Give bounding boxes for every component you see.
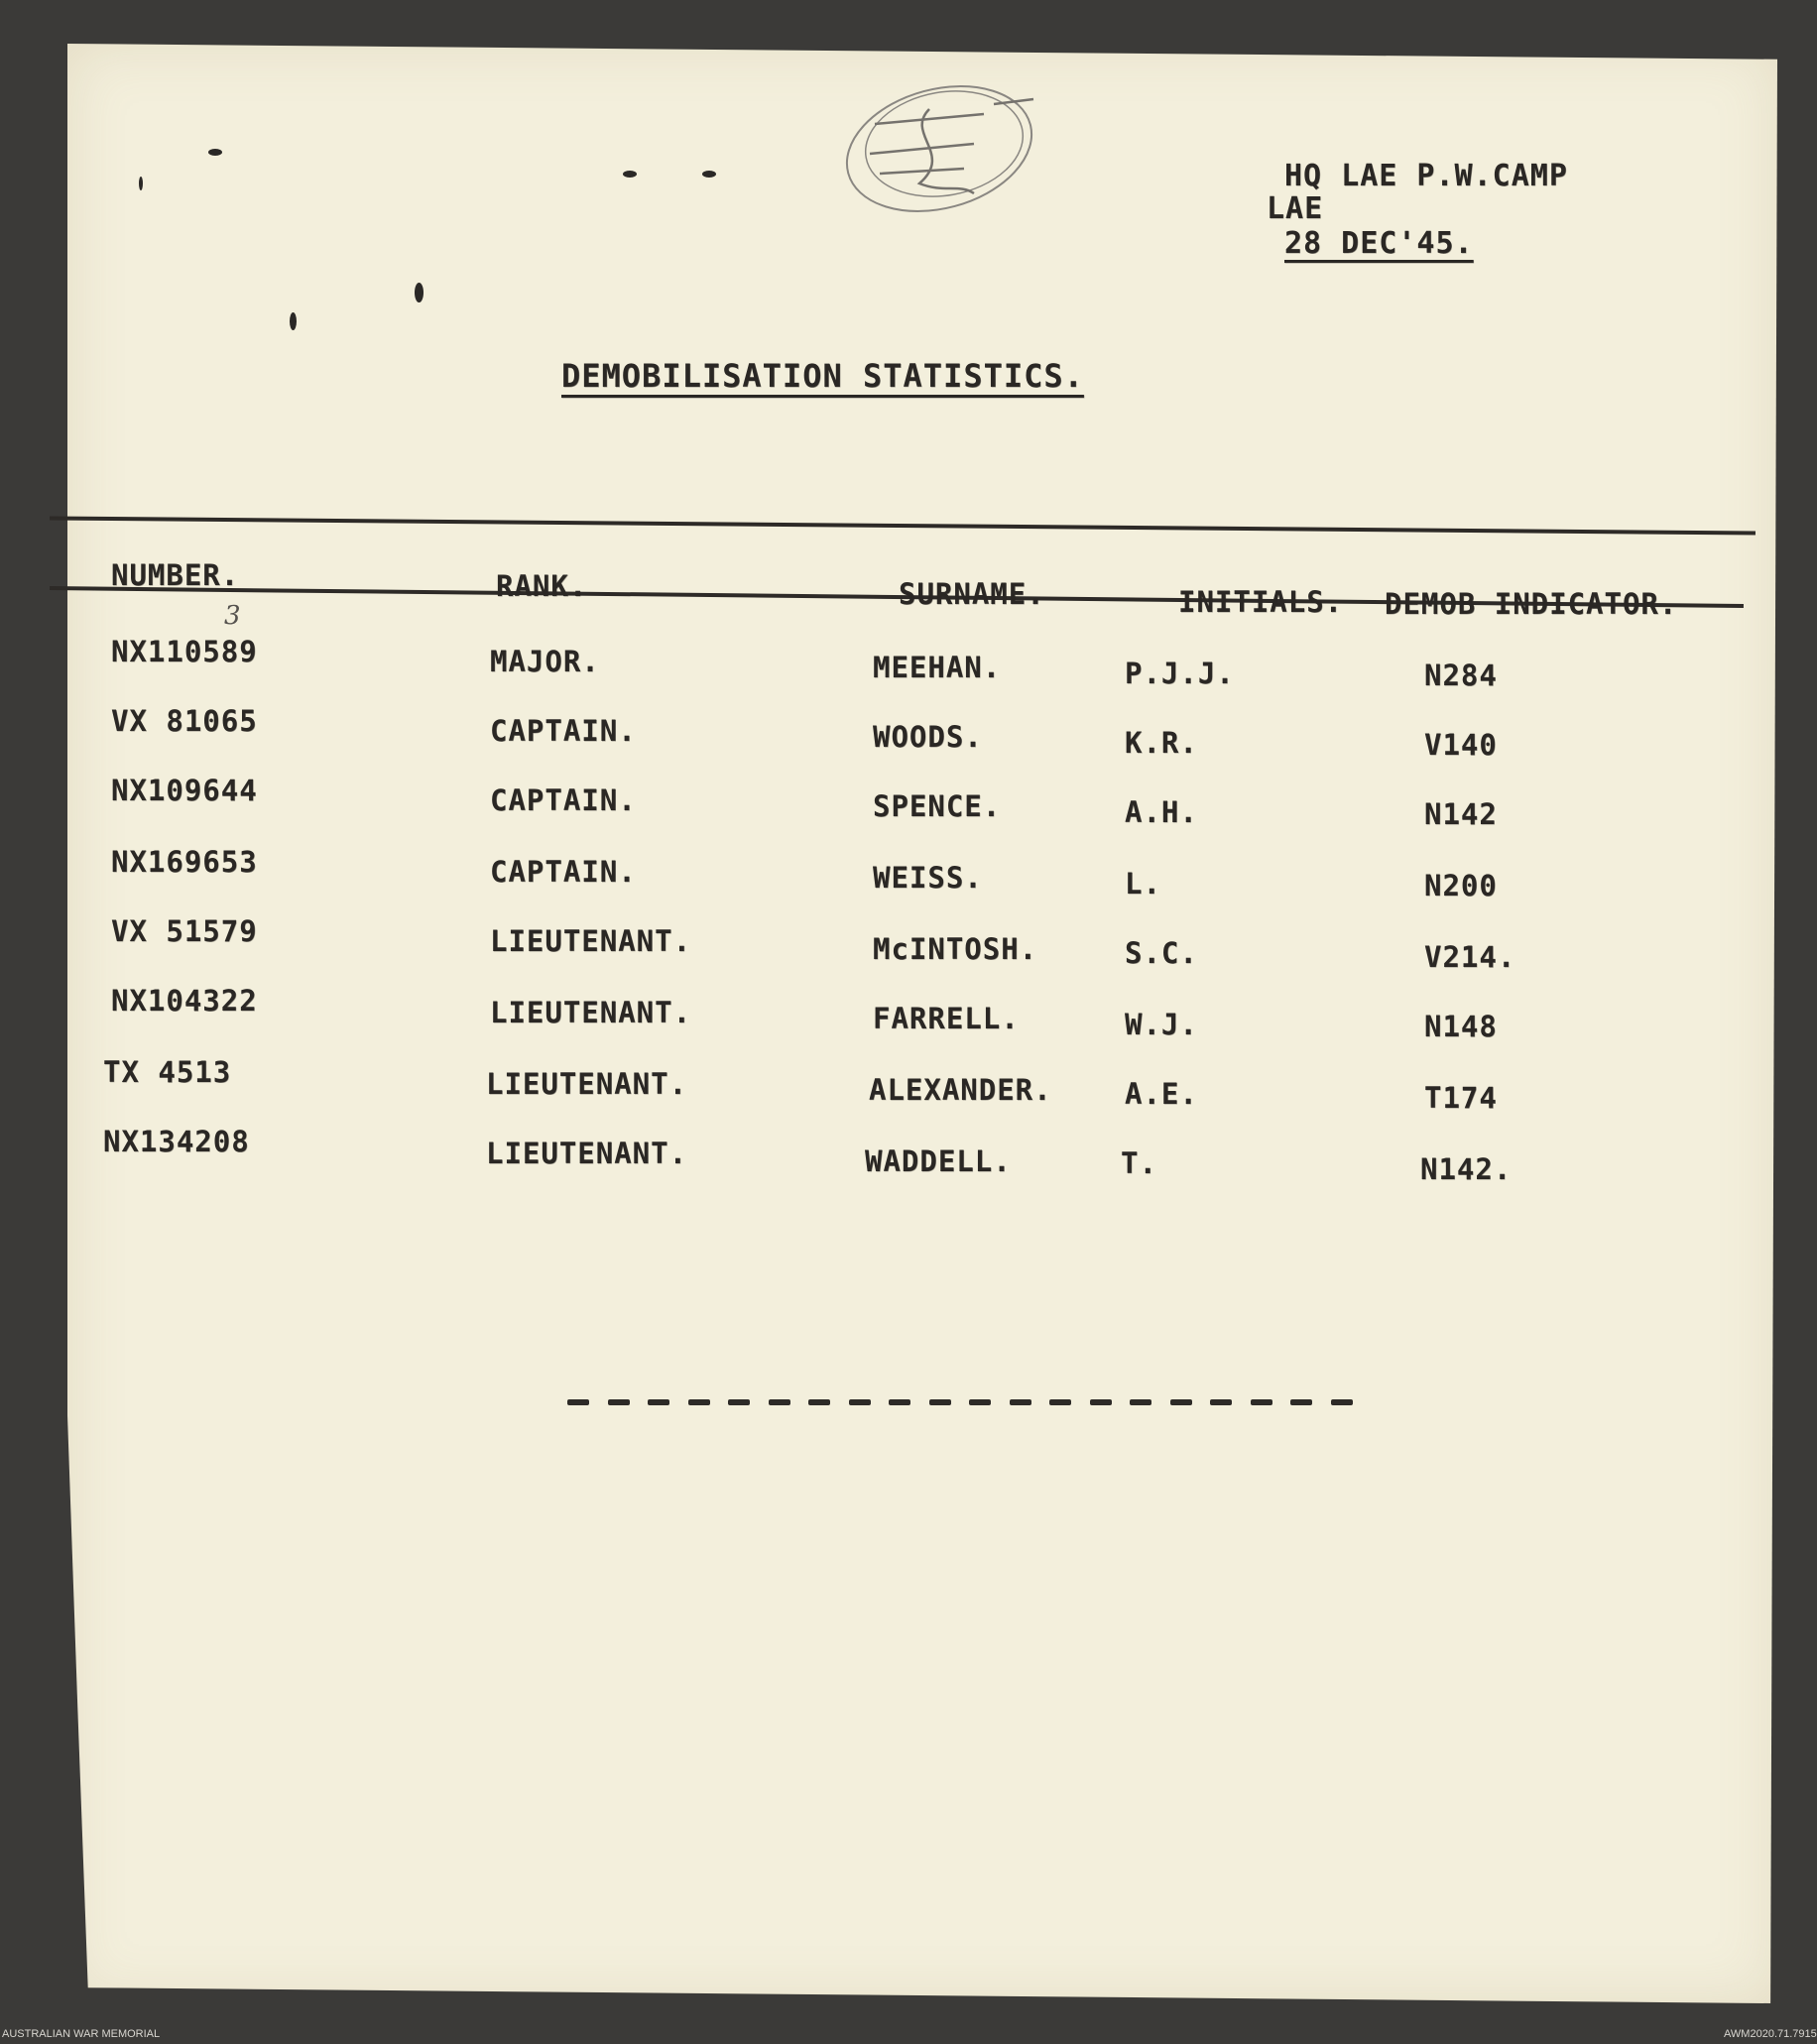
cell-number: NX109644 bbox=[111, 774, 258, 807]
footer-credit-right: AWM2020.71.7915 bbox=[1724, 2028, 1817, 2040]
cell-initials: T. bbox=[1121, 1146, 1157, 1180]
punch-mark bbox=[623, 171, 637, 178]
column-header-demob-indicator: DEMOB INDICATOR. bbox=[1385, 587, 1678, 621]
punch-mark bbox=[290, 312, 297, 330]
cell-number: NX104322 bbox=[111, 984, 258, 1018]
column-header-rank: RANK. bbox=[496, 569, 588, 603]
punch-mark bbox=[702, 171, 716, 178]
cell-rank: CAPTAIN. bbox=[490, 714, 637, 748]
cell-rank: LIEUTENANT. bbox=[490, 924, 692, 958]
cell-rank: CAPTAIN. bbox=[490, 855, 637, 889]
cell-demob: N142 bbox=[1424, 797, 1498, 831]
cell-number: NX169653 bbox=[111, 845, 258, 879]
cell-surname: WOODS. bbox=[873, 720, 983, 754]
cell-demob: N142. bbox=[1420, 1152, 1513, 1186]
cell-surname: FARRELL. bbox=[873, 1002, 1020, 1035]
cell-initials: S.C. bbox=[1125, 936, 1198, 970]
cell-initials: L. bbox=[1125, 867, 1161, 901]
cell-demob: V214. bbox=[1424, 940, 1516, 974]
cell-demob: V140 bbox=[1424, 728, 1498, 762]
cell-number: NX134208 bbox=[103, 1125, 250, 1158]
header-address-line2: LAE bbox=[1267, 191, 1324, 226]
column-header-initials: INITIALS. bbox=[1178, 585, 1344, 619]
cell-surname: ALEXANDER. bbox=[869, 1073, 1052, 1107]
cell-initials: A.E. bbox=[1125, 1077, 1198, 1111]
pencil-initials-mark bbox=[835, 74, 1043, 233]
cell-rank: MAJOR. bbox=[490, 645, 600, 678]
cell-demob: T174 bbox=[1424, 1081, 1498, 1115]
cell-demob: N148 bbox=[1424, 1010, 1498, 1043]
punch-mark bbox=[139, 177, 143, 190]
cell-initials: P.J.J. bbox=[1125, 657, 1235, 690]
cell-rank: LIEUTENANT. bbox=[486, 1067, 688, 1101]
cell-demob: N200 bbox=[1424, 869, 1498, 902]
closing-dashed-line bbox=[567, 1395, 1353, 1409]
header-date: 28 DEC'45. bbox=[1284, 226, 1474, 261]
cell-initials: A.H. bbox=[1125, 795, 1198, 829]
document-title: DEMOBILISATION STATISTICS. bbox=[561, 357, 1084, 395]
cell-surname: MEEHAN. bbox=[873, 651, 1002, 684]
cell-number: NX110589 bbox=[111, 635, 258, 668]
cell-rank: LIEUTENANT. bbox=[490, 996, 692, 1029]
cell-number: VX 81065 bbox=[111, 704, 258, 738]
header-address-line1: HQ LAE P.W.CAMP bbox=[1284, 159, 1568, 193]
punch-mark bbox=[208, 149, 222, 156]
cell-number: TX 4513 bbox=[103, 1055, 232, 1089]
cell-surname: SPENCE. bbox=[873, 789, 1002, 823]
cell-surname: McINTOSH. bbox=[873, 932, 1038, 966]
cell-rank: LIEUTENANT. bbox=[486, 1137, 688, 1170]
cell-initials: W.J. bbox=[1125, 1008, 1198, 1041]
column-header-number: NUMBER. bbox=[111, 558, 240, 592]
cell-number: VX 51579 bbox=[111, 914, 258, 948]
punch-mark bbox=[415, 283, 424, 302]
column-header-surname: SURNAME. bbox=[899, 577, 1045, 611]
cell-surname: WADDELL. bbox=[865, 1144, 1012, 1178]
cell-initials: K.R. bbox=[1125, 726, 1198, 760]
cell-demob: N284 bbox=[1424, 659, 1498, 692]
cell-surname: WEISS. bbox=[873, 861, 983, 895]
footer-credit-left: AUSTRALIAN WAR MEMORIAL bbox=[2, 2028, 161, 2040]
handwritten-correction: 3 bbox=[224, 601, 241, 631]
cell-rank: CAPTAIN. bbox=[490, 783, 637, 817]
